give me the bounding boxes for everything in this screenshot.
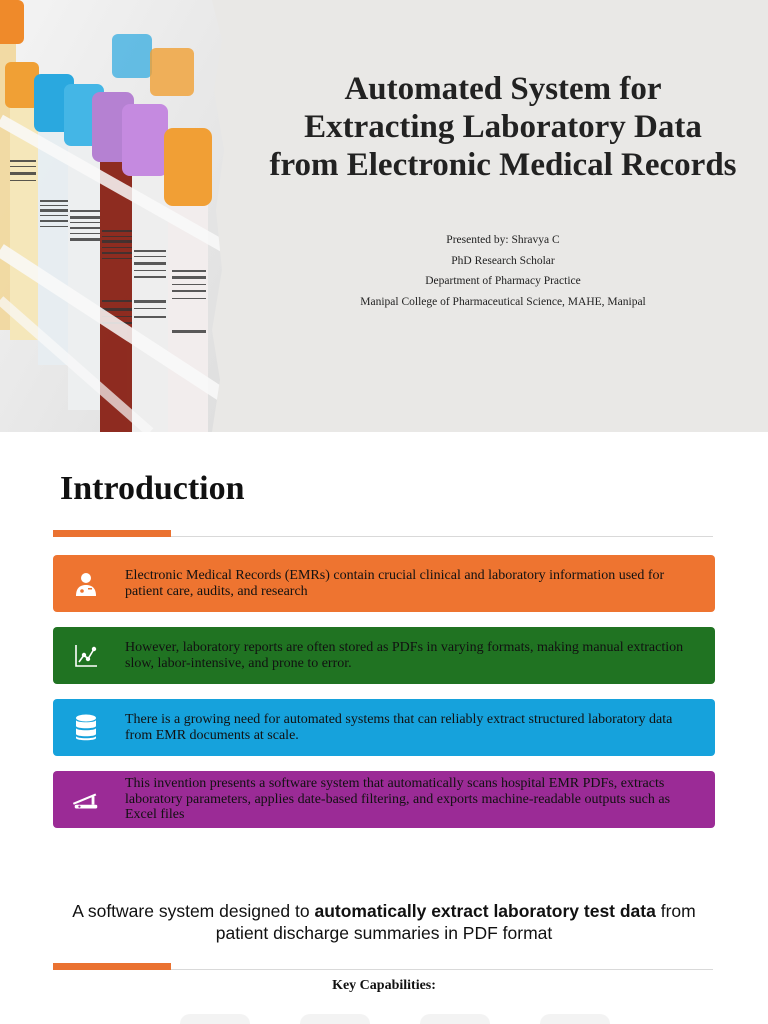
faded-shape [300, 1014, 370, 1024]
summary-suffix: from patient discharge summaries in PDF format [215, 901, 696, 943]
presentation-title: Automated System for Extracting Laboratory Data from Electronic Medical Records [269, 71, 737, 183]
presenter-role: PhD Research Scholar [451, 254, 555, 267]
heading-accent-bar [53, 530, 171, 537]
faded-shape [420, 1014, 490, 1024]
summary-emphasis: automatically extract laboratory test data [314, 901, 656, 921]
key-capabilities-label: Key Capabilities: [332, 978, 436, 993]
system-summary [60, 900, 708, 944]
intro-card-need [53, 699, 715, 756]
intro-card-text: Electronic Medical Records (EMRs) contain crucial clinical and laboratory information used for patient care, audits, and research [125, 568, 665, 599]
line-chart-icon [71, 641, 101, 671]
intro-card-invention [53, 771, 715, 828]
doctor-icon [71, 569, 101, 599]
faded-shape [180, 1014, 250, 1024]
intro-card-pdf-problem [53, 627, 715, 684]
introduction-heading: Introduction [60, 470, 245, 507]
intro-card-text: However, laboratory reports are often stored as PDFs in varying formats, making manual extraction slow, labor-intensive, and prone to error. [125, 640, 684, 671]
summary-accent-bar [53, 963, 171, 970]
title-block [268, 70, 738, 312]
intro-card-text: This invention presents a software system that automatically scans hospital EMR PDFs, extracts laboratory parameters, applies date-based filtering, and exports machine-readable outputs such as Excel files [125, 776, 671, 823]
title-slide [0, 0, 768, 432]
database-icon [71, 713, 101, 743]
microscope-icon [71, 785, 101, 815]
faded-shape [540, 1014, 610, 1024]
presenter-institution: Manipal College of Pharmaceutical Science, MAHE, Manipal [360, 295, 646, 308]
summary-prefix: A software system designed to [72, 901, 315, 921]
intro-card-text: There is a growing need for automated systems that can reliably extract structured laboratory data from EMR documents at scale. [125, 712, 673, 743]
intro-card-emr [53, 555, 715, 612]
presenter-info [268, 230, 738, 312]
lab-test-tubes-image [0, 0, 230, 432]
presenter-department: Department of Pharmacy Practice [425, 275, 581, 287]
presenter-name: Presented by: Shravya C [446, 234, 560, 246]
